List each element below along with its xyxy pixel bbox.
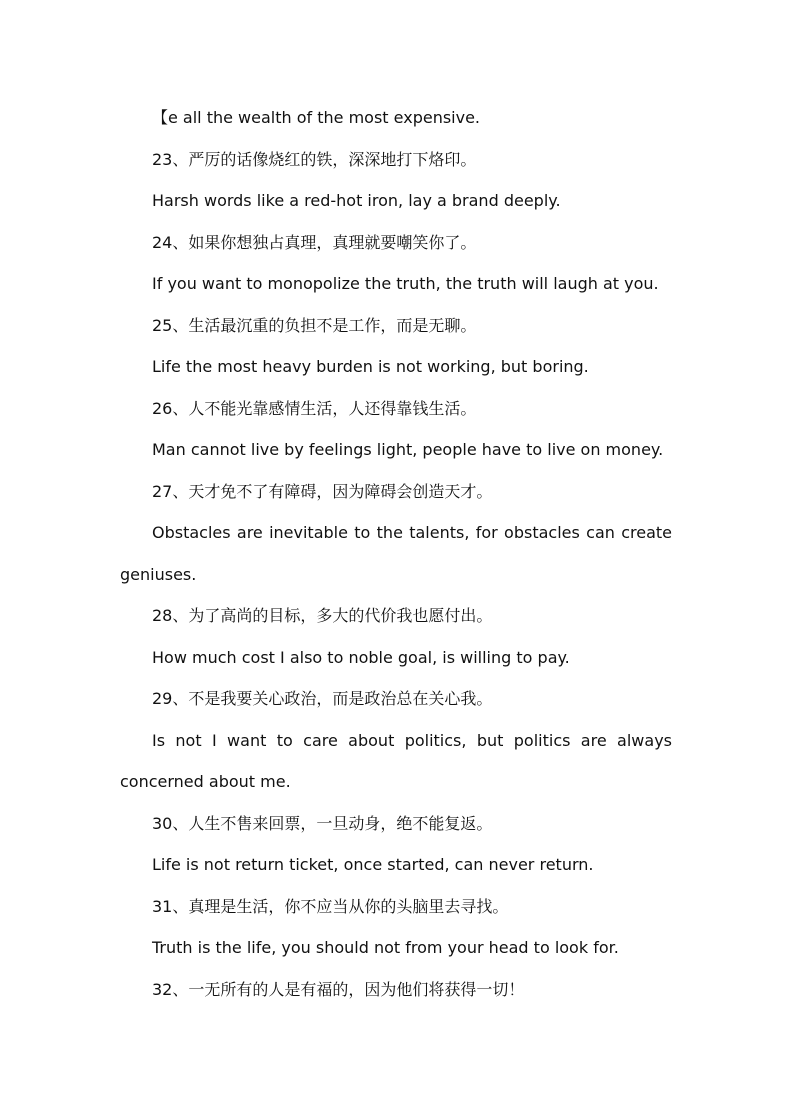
english-quote-24: If you want to monopolize the truth, the truth will laugh at you. [152,274,659,293]
chinese-quote-29: 29、不是我要关心政治，而是政治总在关心我。 [152,689,493,708]
english-quote-27: Obstacles are inevitable to the talents, for obstacles can create [152,523,672,542]
english-quote-29: Is not I want to care about politics, but politics are always [152,730,672,750]
english-quote-27-continued: geniuses. [120,564,197,584]
chinese-quote-23: 23、严厉的话像烧红的铁，深深地打下烙印。 [152,149,477,169]
chinese-quote-30: 30、人生不售来回票，一旦动身，绝不能复返。 [152,813,493,833]
text-line: 【e all the wealth of the most expensive. [152,108,481,127]
chinese-quote-31: 31、真理是生活，你不应当从你的头脑里去寻找。 [152,896,509,916]
english-quote-23: Harsh words like a red-hot iron, lay a brand deeply. [152,191,561,210]
english-quote-30: Life is not return ticket, once started, can never return. [152,855,594,874]
chinese-quote-28: 28、为了高尚的目标，多大的代价我也愿付出。 [152,606,493,625]
chinese-quote-24: 24、如果你想独占真理，真理就要嘲笑你了。 [152,232,477,252]
chinese-quote-32: 32、一无所有的人是有福的，因为他们将获得一切！ [152,979,525,999]
english-quote-31: Truth is the life, you should not from your head to look for. [152,938,619,957]
english-quote-29-continued: concerned about me. [120,772,291,791]
english-quote-28: How much cost I also to noble goal, is willing to pay. [152,647,570,667]
document-body [120,97,672,1010]
chinese-quote-25: 25、生活最沉重的负担不是工作，而是无聊。 [152,315,477,335]
english-quote-25: Life the most heavy burden is not working, but boring. [152,357,589,376]
chinese-quote-27: 27、天才免不了有障碍，因为障碍会创造天才。 [152,481,493,501]
english-quote-26: Man cannot live by feelings light, people have to live on money. [152,440,664,459]
chinese-quote-26: 26、人不能光靠感情生活，人还得靠钱生活。 [152,398,477,418]
